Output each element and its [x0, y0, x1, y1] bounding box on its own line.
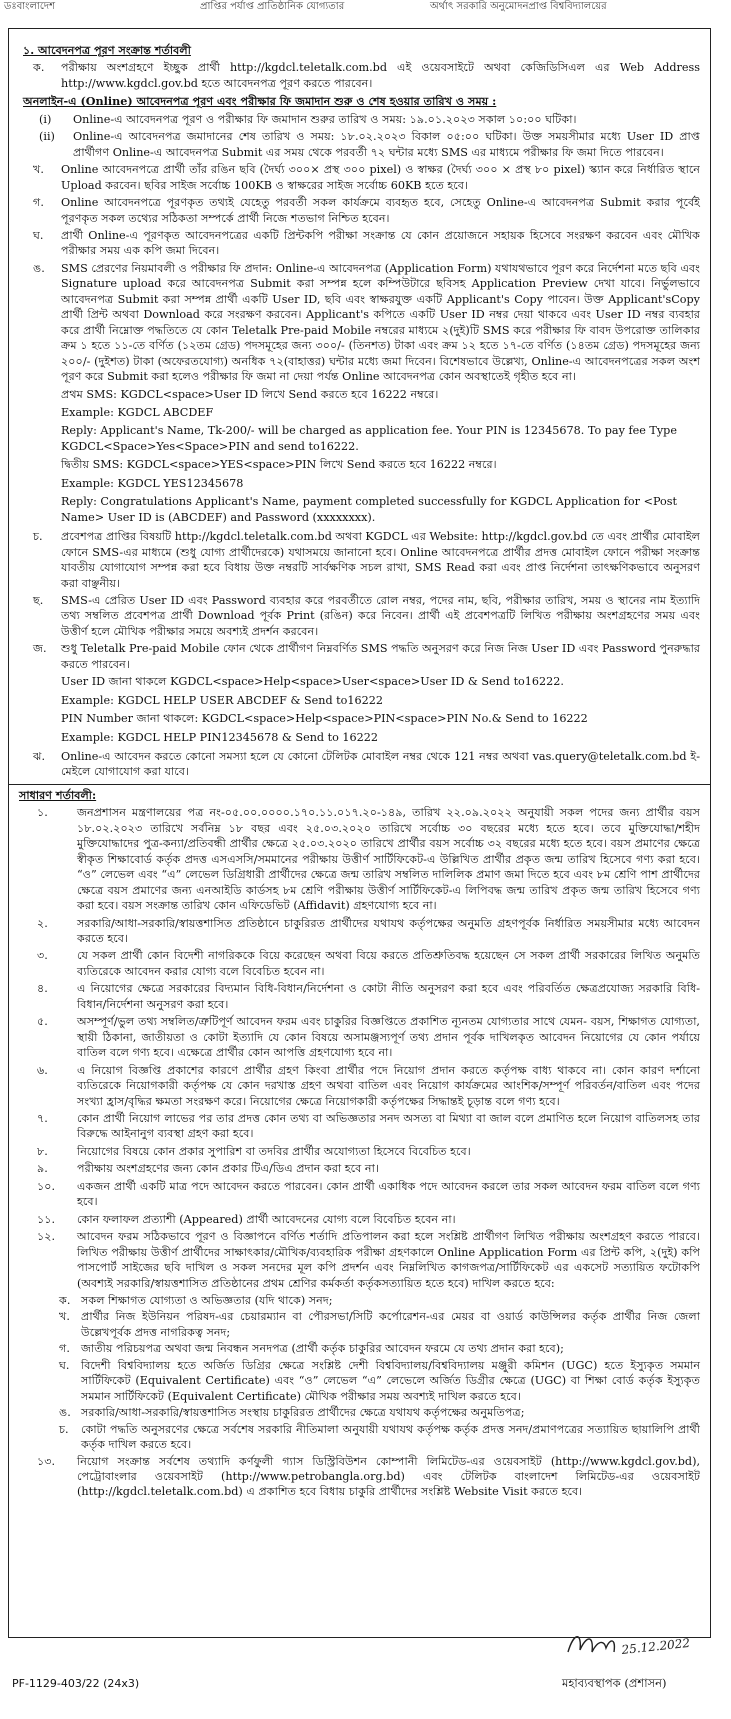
schedule-label: (i)	[39, 112, 52, 126]
clause-text: Online-এ আবেদন করতে কোনো সমস্যা হলে যে কোনো টেলিটক মোবাইল নম্বর থেকে 121 নম্বর অথবা vas.query@teletalk.com.bd ই-মেইলে যোগাযোগ করা যাবে।	[61, 750, 700, 779]
general-item	[19, 1229, 700, 1291]
clause-text: SMS-এ প্রেরিত User ID এবং Password ব্যবহার করে পরবর্তীতে রোল নম্বর, পদের নাম, ছবি, পরীক্ষার তারিখ, সময় ও স্থানের নাম ইত্যাদি তথ্য সম্বলিত প্রবেশপত্র প্রার্থী Download পূর্বক Print (রঙিন) করে নিবেন। প্রার্থী এই প্রবেশপত্রটি লিখিত পরীক্ষায় অংশগ্রহণের সময় এবং উত্তীর্ণ হলে মৌখিক পরীক্ষার সময়ে অবশ্যই প্রদর্শন করবেন।	[61, 593, 700, 638]
clause-text: পরীক্ষায় অংশগ্রহণে ইচ্ছুক প্রার্থী http://kgdcl.teletalk.com.bd এই ওয়েবসাইটে অথবা কেজিডিসিএল এর Web Address http://www.kgdcl.gov.bd হতে আবেদনপত্র পূরণ করতে পারবেন।	[61, 61, 700, 90]
general-label: ৬.	[37, 1063, 48, 1077]
general-label: ১৩.	[37, 1454, 56, 1468]
document-requirement	[59, 1422, 700, 1453]
general-text: এ নিয়োগের ক্ষেত্রে সরকারের বিদ্যমান বিধি-বিধান/নির্দেশনা ও কোটা নীতি অনুসরণ করা হবে এবং পরিবর্তিত ক্ষেত্রপ্রযোজ্য সরকারি বিধি-বিধান/নির্দেশনা অনুসরণ করা হবে।	[77, 982, 700, 1011]
document-text: প্রার্থীর নিজ ইউনিয়ন পরিষদ-এর চেয়ারম্যান বা পৌরসভা/সিটি কর্পোরেশন-এর মেয়র বা ওয়ার্ড কাউন্সিলর কর্তৃক প্রার্থীর নিজ জেলা উল্লেখপূর্বক প্রদত্ত নাগরিকত্ব সনদ;	[81, 1310, 700, 1339]
general-text: এ নিয়োগ বিজ্ঞপ্তি প্রকাশের কারণে প্রার্থীর গ্রহণ কিংবা প্রার্থীর পদে নিয়োগ প্রদান করতে কর্তৃপক্ষ বাধ্য থাকবে না। কোন কারণ দর্শানো ব্যতিরেকে নিয়োগকারী কর্তৃপক্ষ যে কোন দরখাস্ত গ্রহণ অথবা বাতিল এবং নিয়োগ কার্যক্রমের আংশিক/সম্পূর্ণ পরিবর্তন/বাতিল এবং পদের সংখ্যা হ্রাস/বৃদ্ধির ক্ষমতা সংরক্ষণ করে। নিয়োগের ক্ষেত্রে নিয়োগকারী কর্তৃপক্ষের সিদ্ধান্তই চূড়ান্ত বলে গণ্য হবে।	[77, 1063, 700, 1108]
document-label: ঙ.	[59, 1406, 71, 1420]
general-label: ১০.	[37, 1179, 56, 1193]
clause-text: Online আবেদনপত্রে পূরণকৃত তথ্যই যেহেতু পরবর্তী সকল কার্যক্রমে ব্যবহৃত হবে, সেহেতু Online-এ আবেদনপত্র Submit করার পূর্বেই পূরণকৃত সকল তথ্যের সঠিকতা সম্পর্কে প্রার্থী নিজে শতভাগ নিশ্চিত হবেন।	[61, 196, 700, 225]
general-item	[19, 916, 700, 947]
schedule-label: (ii)	[39, 130, 55, 144]
document-text: জাতীয় পরিচয়পত্র অথবা জন্ম নিবন্ধন সনদপত্র (প্রার্থী কর্তৃক চাকুরির আবেদন ফরমে যে তথ্য প্রদান করা হবে);	[81, 1342, 564, 1356]
clause-ga	[19, 195, 700, 226]
clause-ka	[19, 60, 700, 91]
general-label: ৭.	[37, 1112, 48, 1125]
schedule-ii	[39, 129, 700, 160]
clause-jha	[19, 749, 700, 780]
general-text: সরকারি/আধা-সরকারি/স্বায়ত্তশাসিত প্রতিষ্ঠানে চাকুরিরত প্রার্থীদের যথাযথ কর্তৃপক্ষের অনুমতি গ্রহণপূর্বক নির্ধারিত সময়সীমার মধ্যে আবেদন করতে হবে।	[77, 916, 700, 946]
section1-title: ১. আবেদনপত্র পূরণ সংক্রান্ত শর্তাবলী	[23, 43, 191, 57]
document-text: কোটা পদ্ধতি অনুসরণের ক্ষেত্রে সর্বশেষ সরকারি নীতিমালা অনুযায়ী যথাযথ কর্তৃপক্ষ কর্তৃক প্রদত্ত সনদ/প্রমাণপত্রের সত্যায়িত ছায়ালিপি প্রার্থী কর্তৃক দাখিল করতে হবে।	[81, 1422, 700, 1452]
schedule-text: Online-এ আবেদনপত্র পূরণ ও পরীক্ষার ফি জমাদান শুরুর তারিখ ও সময়: ১৯.০১.২০২৩ সকাল ১০:০০ ঘটিকা।	[73, 112, 577, 126]
clause-cha	[19, 529, 700, 591]
sms-first-reply: Reply: Applicant's Name, Tk-200/- will be charged as application fee. Your PIN is 12345678. To pay fee Type KGDCL<Space>Yes<Space>PIN and send to16222.	[61, 424, 677, 453]
clause-kha	[19, 162, 700, 193]
general-item	[19, 1179, 700, 1210]
document-text: সকল শিক্ষাগত যোগ্যতা ও অভিজ্ঞতার (যদি থাকে) সনদ;	[81, 1293, 333, 1307]
document-text: সরকারি/আধা-সরকারি/স্বায়ত্তশাসিত সংস্থায় চাকুরিরত প্রার্থীদের ক্ষেত্রে যথাযথ কর্তৃপক্ষের অনুমতিপত্র;	[81, 1406, 525, 1420]
document-label: গ.	[59, 1342, 70, 1356]
general-label: ৪.	[37, 982, 48, 996]
general-item	[19, 981, 700, 1012]
general-item	[19, 1144, 700, 1159]
general-text: পরীক্ষায় অংশগ্রহণের জন্য কোন প্রকার টিএ/ডিএ প্রদান করা হবে না।	[77, 1162, 379, 1176]
header-right: অর্থাৎ সরকারি অনুমোদনপ্রাপ্ত বিশ্ববিদ্যালয়ের	[430, 1, 607, 12]
document-requirement	[59, 1341, 700, 1356]
general-title: সাধারণ শর্তাবলী:	[19, 787, 97, 802]
pin-recovery: PIN Number জানা থাকলে: KGDCL<space>Help<space>PIN<space>PIN No.& Send to 16222	[61, 712, 588, 726]
sms-first: প্রথম SMS: KGDCL<space>User ID লিখে Send করতে হবে 16222 নম্বরে।	[61, 387, 439, 401]
cut-off-header	[0, 0, 731, 14]
clause-label: ঝ.	[33, 750, 46, 764]
clause-text: প্রার্থী Online-এ পূরণকৃত আবেদনপত্রের একটি প্রিন্টকপি পরীক্ষা সংক্রান্ত যে কোন প্রয়োজনে সহায়ক হিসেবে সংরক্ষণ করবেন এবং মৌখিক পরীক্ষার সময় এক কপি জমা দিবেন।	[61, 228, 700, 258]
clause-text: Online আবেদনপত্রে প্রার্থী তাঁর রঙিন ছবি (দৈর্ঘ্য ৩০০× প্রস্থ ৩০০ pixel) ও স্বাক্ষর (দৈর্ঘ্য ৩০০ × প্রস্থ ৮০ pixel) স্ক্যান করে নির্ধারিত স্থানে Upload করবেন। ছবির সাইজ সর্বোচ্চ 100KB ও স্বাক্ষরের সাইজ সর্বোচ্চ 60KB হতে হবে।	[61, 163, 700, 192]
general-item	[19, 1212, 700, 1227]
document-text: বিদেশী বিশ্ববিদ্যালয় হতে অর্জিত ডিগ্রির ক্ষেত্রে সংশ্লিষ্ট দেশী বিশ্ববিদ্যালয়/বিশ্ববিদ্যালয় মঞ্জুরী কমিশন (UGC) হতে ইস্যুকৃত সমমান সার্টিফিকেট (Equivalent Certificate) এবং “ও” লেভেল “এ” লেভেলে অর্জিত ডিগ্রীর ক্ষেত্রে (UGC) বা শিক্ষা বোর্ড কর্তৃক ইস্যুকৃত সমমান সার্টিফিকেট (Equivalent Certificate) মৌখিক পরীক্ষার সময় অবশ্যই দাখিল করতে হবে।	[81, 1358, 700, 1403]
pin-recovery-example: Example: KGDCL HELP PIN12345678 & Send to 16222	[61, 730, 379, 744]
sms-instructions	[61, 387, 700, 526]
schedule-i	[39, 112, 700, 127]
general-label: ৮.	[37, 1144, 48, 1158]
clause-label: গ.	[33, 196, 44, 210]
general-label: ১.	[37, 806, 48, 820]
clause-label: ছ.	[33, 593, 44, 607]
general-item	[19, 805, 700, 913]
clause-umo	[19, 261, 700, 385]
clause-label: ঙ.	[33, 261, 45, 275]
header-mid: প্রাপ্তির পর্যাপ্ত প্রাতিষ্ঠানিক যোগ্যতার	[200, 1, 345, 12]
general-item	[19, 1063, 700, 1109]
sms-second-reply: Reply: Congratulations Applicant's Name, payment completed successfully for KGDCL Application for <Post Name> User ID is (ABCDEF) and Password (xxxxxxxx).	[61, 495, 677, 524]
notice-frame	[8, 28, 711, 1638]
sms-second: দ্বিতীয় SMS: KGDCL<space>YES<space>PIN লিখে Send করতে হবে 16222 নম্বরে।	[61, 458, 497, 472]
clause-ja	[19, 641, 700, 672]
online-schedule-title: অনলাইন-এ (Online) আবেদনপত্র পূরণ এবং পরীক্ষার ফি জমাদান শুরু ও শেষ হওয়ার তারিখ ও সময় :	[23, 94, 497, 109]
section-divider	[9, 784, 710, 785]
clause-label: ক.	[33, 61, 45, 75]
sms-second-example: Example: KGDCL YES12345678	[61, 476, 244, 490]
clause-label: জ.	[33, 642, 47, 656]
general-item	[19, 1111, 700, 1142]
clause-label: চ.	[33, 530, 43, 544]
document-requirement	[59, 1405, 700, 1420]
general-item	[19, 1454, 700, 1500]
general-label: ৯.	[37, 1162, 48, 1176]
general-label: ১১.	[37, 1212, 56, 1226]
clause-text: শুধু Teletalk Pre-paid Mobile ফোন থেকে প্রার্থীগণ নিম্নবর্ণিত SMS পদ্ধতি অনুসরণ করে নিজ নিজ User ID এবং Password পুনরুদ্ধার করতে পারবেন।	[61, 642, 700, 671]
uid-recovery-example: Example: KGDCL HELP USER ABCDEF & Send to16222	[61, 693, 383, 707]
signature	[560, 1622, 710, 1664]
general-item	[19, 1014, 700, 1060]
uid-recovery: User ID জানা থাকলে KGDCL<space>Help<space>User<space>User ID & Send to16222.	[61, 675, 564, 689]
clause-gha	[19, 228, 700, 259]
document-label: খ.	[59, 1310, 70, 1324]
document-label: ঘ.	[59, 1358, 70, 1372]
clause-text: SMS প্রেরণের নিয়মাবলী ও পরীক্ষার ফি প্রদান: Online-এ আবেদনপত্র (Application Form) যথাযথভাবে পূরণ করে নির্দেশনা মতে ছবি এবং Signature upload করে আবেদনপত্র Submit করা সম্পন্ন হলে কম্পিউটারে ছবিসহ Application Preview দেখা যাবে। নির্ভুলভাবে আবেদনপত্র Submit করা সম্পন্ন প্রার্থী একটি User ID, ছবি এবং স্বাক্ষরযুক্ত একটি Applicant's Copy পাবেন। উক্ত Applicant'sCopy প্রার্থী প্রিন্ট অথবা Download করে সংরক্ষণ করবেন। Applicant's কপিতে একটি User ID নম্বর দেয়া থাকবে এবং User ID নম্বর ব্যবহার করে প্রার্থী নিম্নোক্ত পদ্ধতিতে যে কোন Teletalk Pre-paid Mobile নম্বরের মাধ্যমে ২(দুই)টি SMS করে পরীক্ষার ফি বাবদ উপরোক্ত তালিকার ক্রম ১ হতে ১১-তে বর্ণিত (১২তম গ্রেড) পদসমূহের জন্য ৩০০/- (তিনশত) টাকা এবং ক্রম ১২ হতে ১৭-তে বর্ণিত (১৪তম গ্রেড) পদসমূহের জন্য ২০০/- (দুইশত) টাকা (অফেরতযোগ্য) অনধিক ৭২(বাহাত্তর) ঘন্টার মধ্যে জমা দিবেন। বিশেষভাবে উল্লেখ্য, Online-এ আবেদনপত্রের সকল অংশ পূরণ করে Submit করা হলেও পরীক্ষার ফি জমা না দেয়া পর্যন্ত Online আবেদনপত্র কোন অবস্থাতেই গৃহীত হবে না।	[61, 261, 700, 384]
signature-stroke	[568, 1637, 614, 1652]
general-text: নিয়োগ সংক্রান্ত সর্বশেষ তথ্যাদি কর্ণফুলী গ্যাস ডিস্ট্রিবিউশন কোম্পানী লিমিটেড-এর ওয়েবসাইট (http://www.kgdcl.gov.bd), পেট্রোবাংলার ওয়েবসাইট (http://www.petrobangla.org.bd) এবং টেলিটক বাংলাদেশ লিমিটেড-এর ওয়েবসাইট (http://kgdcl.teletalk.com.bd) এ প্রকাশিত হবে বিধায় চাকুরি প্রার্থীদের সংশ্লিষ্ট Website Visit করতে হবে।	[77, 1454, 700, 1499]
general-item	[19, 1161, 700, 1176]
sms-first-example: Example: KGDCL ABCDEF	[61, 405, 214, 419]
document-requirement	[59, 1309, 700, 1340]
recovery-instructions	[61, 674, 700, 745]
header-left: ডঃবাংলাদেশ	[4, 1, 56, 12]
general-text: কোন ফলাফল প্রত্যাশী (Appeared) প্রার্থী আবেদনের যোগ্য বলে বিবেচিত হবেন না।	[77, 1212, 456, 1226]
general-label: ১২.	[37, 1230, 56, 1244]
schedule-text: Online-এ আবেদনপত্র জমাদানের শেষ তারিখ ও সময়: ১৮.০২.২০২৩ বিকাল ০৫:০০ ঘটিকা। উক্ত সময়সীমার মধ্যে User ID প্রাপ্ত প্রার্থীগণ Online-এ আবেদনপত্র Submit এর সময় থেকে পরবর্তী ৭২ ঘন্টার মধ্যে SMS এর মাধ্যমে পরীক্ষার ফি জমা দিতে পারবেন।	[73, 130, 700, 159]
general-text: একজন প্রার্থী একটি মাত্র পদে আবেদন করতে পারবেন। কোন প্রার্থী একাধিক পদে আবেদন করলে তার সকল আবেদন ফরম বাতিল বলে গণ্য হবে।	[77, 1179, 700, 1209]
general-item	[19, 948, 700, 979]
general-label: ৫.	[37, 1015, 48, 1029]
clause-label: ঘ.	[33, 228, 44, 242]
general-label: ৩.	[37, 949, 48, 963]
clause-label: খ.	[33, 163, 44, 177]
general-conditions	[19, 788, 700, 1500]
clause-text: প্রবেশপত্র প্রাপ্তির বিষয়টি http://kgdcl.teletalk.com.bd অথবা KGDCL এর Website: http://kgdcl.gov.bd তে এবং প্রার্থীর মোবাইল ফোনে SMS-এর মাধ্যমে (শুধু যোগ্য প্রার্থীদেরকে) যথাসময়ে জানানো হবে। Online আবেদনপত্রে প্রার্থীর প্রদত্ত মোবাইল ফোনে পরীক্ষা সংক্রান্ত যাবতীয় যোগাযোগ সম্পন্ন করা হবে বিধায় উক্ত নম্বরটি সার্বক্ষণিক সচল রাখা, SMS Read করা এবং প্রাপ্ত নির্দেশনা তাৎক্ষণিকভাবে অনুসরণ করা বাঞ্ছনীয়।	[61, 530, 700, 590]
clause-chha	[19, 593, 700, 639]
document-requirement	[59, 1293, 700, 1308]
general-text: আবেদন ফরম সঠিকভাবে পূরণ ও বিজ্ঞাপনে বর্ণিত শর্তাদি প্রতিপালন করা হলে সংশ্লিষ্ট প্রার্থীগণ লিখিত পরীক্ষায় অংশগ্রহণ করতে পারবে। লিখিত পরীক্ষায় উত্তীর্ণ প্রার্থীদের সাক্ষাৎকার/মৌখিক/ব্যবহারিক পরীক্ষা গ্রহণকালে Online Application Form এর প্রিন্ট কপি, ২(দুই) কপি পাসপোর্ট সাইজের ছবি দাখিল ও সকল সনদের মূল কপি প্রদর্শন এবং নিম্নলিখিত কাগজপত্র/সার্টিফিকেট এর একসেট সত্যায়িত ফটোকপি (অবশ্যই সরকারি/স্বায়ত্তশাসিত প্রতিষ্ঠানের প্রথম শ্রেণির কর্মকর্তা কর্তৃকসত্যায়িত হতে হবে) দাখিল করতে হবে:	[77, 1230, 700, 1290]
general-label: ২.	[37, 916, 48, 930]
general-text: জনপ্রশাসন মন্ত্রণালয়ের পত্র নং-০৫.০০.০০০০.১৭০.১১.০১৭.২০-১৪৯, তারিখ ২২.০৯.২০২২ অনুযায়ী সকল পদের জন্য প্রার্থীর বয়স ১৮.০২.২০২৩ তারিখে সর্বনিম্ন ১৮ বছর এবং ২৫.০৩.২০২০ তারিখে সর্বোচ্চ ৩০ বছরের মধ্যে হতে হবে। তবে মুক্তিযোদ্ধা/শহীদ মুক্তিযোদ্ধাদের পুত্র-কন্যা/প্রতিবন্ধী প্রার্থীর ক্ষেত্রে ২৫.০৩.২০২০ তারিখে প্রার্থীর বয়স সর্বোচ্চ ৩২ বছরের মধ্যে হতে হবে। বয়স প্রমাণের ক্ষেত্রে স্বীকৃত শিক্ষাবোর্ড কর্তৃক প্রদত্ত এসএসসি/সমমানের পরীক্ষায় উত্তীর্ণ সার্টিফিকেট-এ উল্লিখিত প্রার্থীর প্রকৃত জন্ম তারিখ হিসেবে গণ্য করা হবে। “ও” লেভেল এবং “এ” লেভেল ডিগ্রিধারী প্রার্থীদের ক্ষেত্রে জন্ম তারিখ সম্বলিত দালিলিক প্রমাণ জমা দিতে হবে এবং ৮ম শ্রেণি পাশ প্রার্থীদের ক্ষেত্রে বয়স প্রমাণের জন্য এনআইডি কার্ডসহ ৮ম শ্রেণি পরীক্ষায় উত্তীর্ণ সার্টিফিকেট-এ লিপিবদ্ধ জন্ম তারিখ প্রকৃত জন্ম তারিখ হিসেবে গণ্য করা হবে। বয়স সংক্রান্ত তারিখ কোন এফিডেভিট (Affidavit) গ্রহণযোগ্য হবে না।	[77, 806, 700, 913]
signature-date: 25.12.2022	[620, 1635, 691, 1657]
general-text: নিয়োগের বিষয়ে কোন প্রকার সুপারিশ বা তদবির প্রার্থীর অযোগ্যতা হিসেবে বিবেচিত হবে।	[77, 1144, 471, 1158]
document-label: ক.	[59, 1293, 71, 1307]
general-text: অসম্পূর্ণ/ভুল তথ্য সম্বলিত/ত্রুটিপূর্ণ আবেদন ফরম এবং চাকুরির বিজ্ঞপ্তিতে প্রকাশিত ন্যূনতম যোগ্যতার সাথে যেমন- বয়স, শিক্ষাগত যোগ্যতা, স্থায়ী ঠিকানা, জাতীয়তা ও কোটা ইত্যাদি যে কোন বিষয়ে অসামঞ্জস্যপূর্ণ তথ্য প্রদান পূর্বক দাখিলকৃত আবেদন নিয়োগের যে কোন পর্যায়ে বাতিল বলে গণ্য হবে। এক্ষেত্রে প্রার্থীর কোন আপত্তি গ্রহণযোগ্য হবে না।	[77, 1015, 700, 1060]
document-label: চ.	[59, 1422, 69, 1436]
general-text: কোন প্রার্থী নিয়োগ লাভের পর তার প্রদত্ত কোন তথ্য বা অভিজ্ঞতার সনদ অসত্য বা মিথ্যা বা জাল বলে প্রমাণিত হলে নিয়োগ বাতিলসহ তার বিরুদ্ধে আইনানুগ ব্যবস্থা গ্রহণ করা হবে।	[77, 1112, 700, 1141]
general-text: যে সকল প্রার্থী কোন বিদেশী নাগরিককে বিয়ে করেছেন অথবা বিয়ে করতে প্রতিশ্রুতিবদ্ধ হয়েছেন সে সকল প্রার্থী সরকারের লিখিত অনুমতি ব্যতিরেকে আবেদন করার যোগ্য বলে বিবেচিত হবেন না।	[77, 949, 700, 978]
signatory-designation: মহাব্যবস্থাপক (প্রশাসন)	[562, 1676, 667, 1690]
publication-code: PF-1129-403/22 (24x3)	[12, 1677, 140, 1690]
document-requirement	[59, 1358, 700, 1404]
